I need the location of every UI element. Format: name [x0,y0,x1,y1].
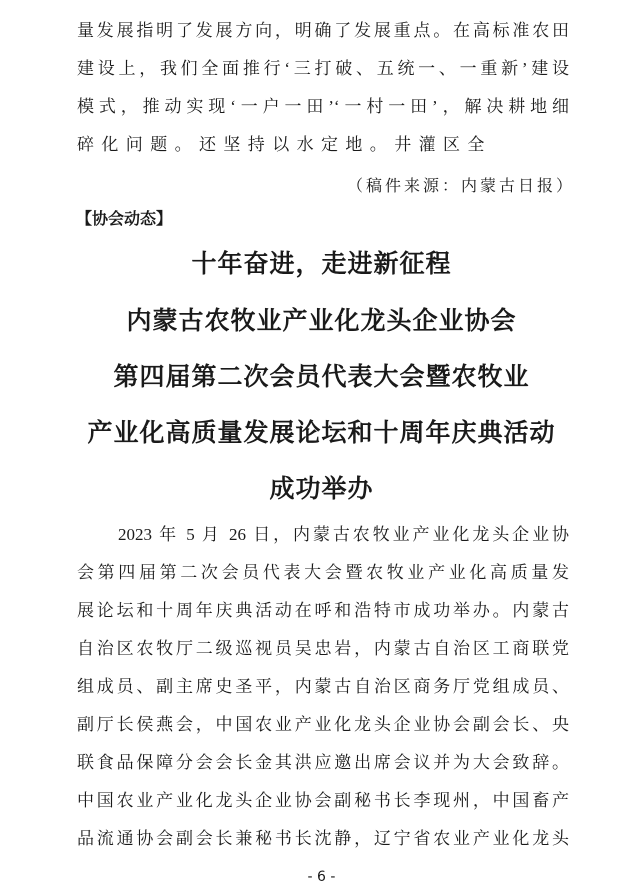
text-line: 2023 年 5 月 26 日，内蒙古农牧业产业化龙头企业协 [118,525,569,544]
text-line: 碎化问题。还坚持以水定地。井灌区全 [77,135,492,154]
text-line: 建设上，我们全面推行‘三打破、五统一、一重新’建设 [77,59,569,78]
text-line: 模式，推动实现‘一户一田’‘一村一田’，解决耕地细 [77,97,569,116]
article-source: （稿件来源：内蒙古日报） [346,178,575,195]
section-label: 【协会动态】 [76,209,173,228]
title-line: 成功举办 [269,476,374,503]
title-line: 十年奋进，走进新征程 [191,251,452,278]
text-line: 组成员、副主席史圣平，内蒙古自治区商务厅党组成员、 [77,677,569,696]
title-line: 第四届第二次会员代表大会暨农牧业 [113,364,530,391]
text-line: 联食品保障分会会长金其洪应邀出席会议并为大会致辞。 [77,753,569,772]
title-line: 内蒙古农牧业产业化龙头企业协会 [126,308,517,335]
text-line: 量发展指明了发展方向，明确了发展重点。在高标准农田 [77,21,569,40]
page-number: - 6 - [307,869,336,885]
title-line: 产业化高质量发展论坛和十周年庆典活动 [87,420,556,447]
text-line: 自治区农牧厅二级巡视员吴忠岩，内蒙古自治区工商联党 [77,639,569,658]
text-line: 展论坛和十周年庆典活动在呼和浩特市成功举办。内蒙古 [77,601,569,620]
text-line: 中国农业产业化龙头企业协会副秘书长李现州，中国畜产 [77,791,569,810]
text-line: 品流通协会副会长兼秘书长沈静，辽宁省农业产业化龙头 [77,829,569,848]
text-line: 副厅长侯燕会，中国农业产业化龙头企业协会副会长、央 [77,715,569,734]
text-line: 会第四届第二次会员代表大会暨农牧业产业化高质量发 [77,563,569,582]
